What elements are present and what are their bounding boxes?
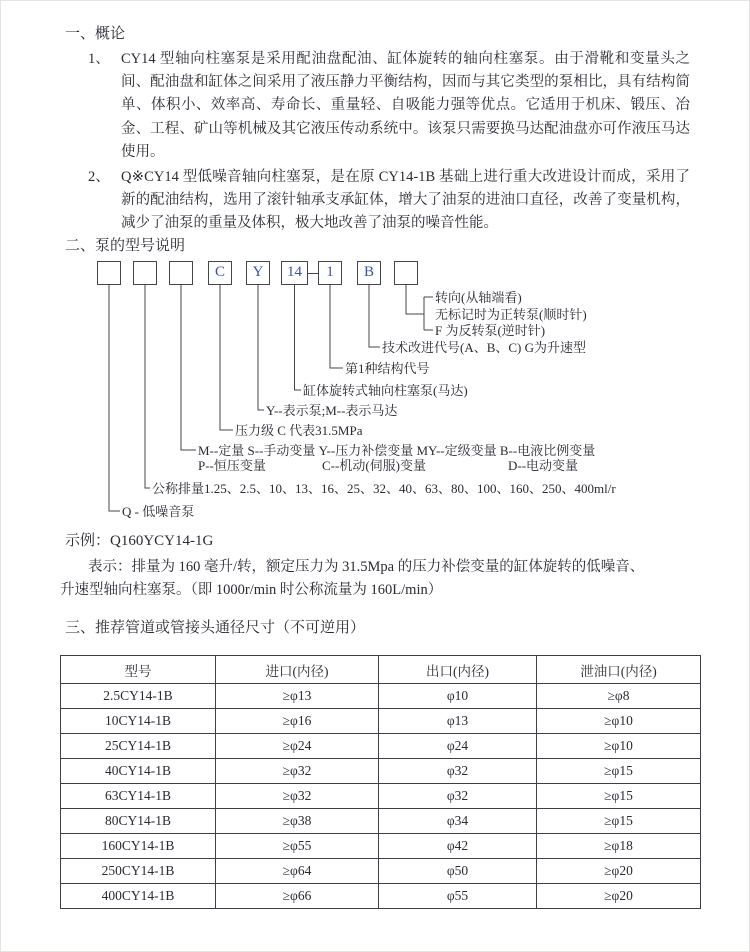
cell-model: 250CY14-1B <box>61 859 216 884</box>
code-box-rotation <box>394 261 418 285</box>
cell-drain: ≥φ10 <box>537 734 701 759</box>
cell-drain: ≥φ10 <box>537 709 701 734</box>
cell-drain: ≥φ20 <box>537 859 701 884</box>
example-title: 示例：Q160YCY14-1G <box>65 533 214 549</box>
table-row <box>61 809 701 834</box>
cell-outlet: φ24 <box>379 734 537 759</box>
section-overview <box>60 24 690 236</box>
cell-inlet: ≥φ38 <box>216 809 379 834</box>
cell-inlet: ≥φ13 <box>216 684 379 709</box>
cell-inlet: ≥φ64 <box>216 859 379 884</box>
cell-model: 10CY14-1B <box>61 709 216 734</box>
table-row <box>61 859 701 884</box>
label-rotation-default: 无标记时为正转泵(顺时针) <box>435 307 587 322</box>
cell-drain: ≥φ8 <box>537 684 701 709</box>
label-pressure-grade: 压力级 C 代表31.5MPa <box>235 423 363 438</box>
label-rotation-title: 转向(从轴端看) <box>435 290 522 305</box>
cell-drain: ≥φ20 <box>537 884 701 909</box>
label-variant-c: C--机动(伺服)变量 <box>322 458 426 473</box>
cell-outlet: φ13 <box>379 709 537 734</box>
label-variant-row1: M--定量 S--手动变量 Y--压力补偿变量 MY--定级变量 B--电液比例变量 <box>198 443 596 458</box>
table-row <box>61 709 701 734</box>
pipe-sizes-heading: 三、推荐管道或管接头通径尺寸（不可逆用） <box>65 620 366 636</box>
label-structure-code: 第1种结构代号 <box>345 361 430 376</box>
label-displacement: 公称排量1.25、2.5、10、13、16、25、32、40、63、80、100、160、250、400ml/r <box>152 481 616 496</box>
code-box-pump: Y <box>246 261 270 285</box>
label-pump-motor: Y--表示泵;M--表示马达 <box>266 403 398 418</box>
column-header-inlet: 进口(内径) <box>216 656 379 684</box>
table-body <box>61 684 701 909</box>
cell-outlet: φ55 <box>379 884 537 909</box>
cell-outlet: φ50 <box>379 859 537 884</box>
cell-model: 400CY14-1B <box>61 884 216 909</box>
code-box-variant <box>169 261 193 285</box>
cell-outlet: φ32 <box>379 759 537 784</box>
cell-model: 25CY14-1B <box>61 734 216 759</box>
cell-model: 80CY14-1B <box>61 809 216 834</box>
table-header-row <box>61 656 701 684</box>
table-row <box>61 684 701 709</box>
label-tech-code: 技术改进代号(A、B、C) G为升速型 <box>382 340 587 355</box>
cell-model: 160CY14-1B <box>61 834 216 859</box>
code-box-series: 14 <box>281 261 308 285</box>
code-box-displacement <box>133 261 157 285</box>
item-number: 2、 <box>88 169 110 186</box>
example-description-line1: 表示：排量为 160 毫升/转，额定压力为 31.5Mpa 的压力补偿变量的缸体旋转的低噪音、 <box>88 559 645 575</box>
cell-drain: ≥φ18 <box>537 834 701 859</box>
table-row <box>61 834 701 859</box>
example-description-line2: 升速型轴向柱塞泵。（即 1000r/min 时公称流量为 160L/min） <box>60 582 443 598</box>
cell-inlet: ≥φ66 <box>216 884 379 909</box>
cell-inlet: ≥φ24 <box>216 734 379 759</box>
cell-drain: ≥φ15 <box>537 784 701 809</box>
table-row <box>61 734 701 759</box>
cell-model: 2.5CY14-1B <box>61 684 216 709</box>
cell-inlet: ≥φ32 <box>216 759 379 784</box>
table-row <box>61 884 701 909</box>
cell-inlet: ≥φ16 <box>216 709 379 734</box>
cell-outlet: φ34 <box>379 809 537 834</box>
overview-item-1 <box>88 48 690 164</box>
pipe-size-table <box>60 655 701 909</box>
cell-outlet: φ42 <box>379 834 537 859</box>
table-row <box>61 759 701 784</box>
column-header-outlet: 出口(内径) <box>379 656 537 684</box>
label-pump-type: 缸体旋转式轴向柱塞泵(马达) <box>303 383 468 398</box>
cell-outlet: φ10 <box>379 684 537 709</box>
cell-drain: ≥φ15 <box>537 759 701 784</box>
model-designation-heading: 二、泵的型号说明 <box>65 238 186 254</box>
cell-inlet: ≥φ55 <box>216 834 379 859</box>
label-variant-p: P--恒压变量 <box>198 458 266 473</box>
column-header-model: 型号 <box>61 656 216 684</box>
model-code-diagram <box>97 258 722 526</box>
code-box-pressure: C <box>208 261 232 285</box>
section-pipe-sizes <box>60 618 702 909</box>
label-variant-d: D--电动变量 <box>508 458 579 473</box>
label-quiet-pump: Q - 低噪音泵 <box>122 504 195 519</box>
label-rotation-reverse: F 为反转泵(逆时针) <box>435 323 546 338</box>
table-row <box>61 784 701 809</box>
item-text: Q※CY14 型低噪音轴向柱塞泵，是在原 CY14-1B 基础上进行重大改进设计而成，采用了新的配油结构，选用了滚针轴承支承缸体，增大了油泵的进油口直径，改善了变量机构，减少了油泵的重量及体积，极大地改善了油泵的噪音性能。 <box>121 169 690 232</box>
cell-inlet: ≥φ32 <box>216 784 379 809</box>
cell-drain: ≥φ15 <box>537 809 701 834</box>
overview-heading: 一、概论 <box>65 26 126 42</box>
overview-item-2 <box>88 166 690 236</box>
code-box-structure: 1 <box>318 261 342 285</box>
column-header-drain: 泄油口(内径) <box>537 656 701 684</box>
cell-model: 40CY14-1B <box>61 759 216 784</box>
item-number: 1、 <box>88 51 110 67</box>
cell-model: 63CY14-1B <box>61 784 216 809</box>
code-box-revision: B <box>357 261 381 285</box>
example-block <box>60 530 692 602</box>
item-text: CY14 型轴向柱塞泵是采用配油盘配油、缸体旋转的轴向柱塞泵。由于滑靴和变量头之间、配油盘和缸体之间采用了液压静力平衡结构，因而与其它类型的泵相比，具有结构简单、体积小、效率高、寿命长、重量轻、自吸能力强等优点。它适用于机床、锻压、冶金、工程、矿山等机械及其它液压传动系统中。该泵只需要换马达配油盘亦可作液压马达使用。 <box>121 51 690 160</box>
code-box-quiet <box>97 261 121 285</box>
cell-outlet: φ32 <box>379 784 537 809</box>
